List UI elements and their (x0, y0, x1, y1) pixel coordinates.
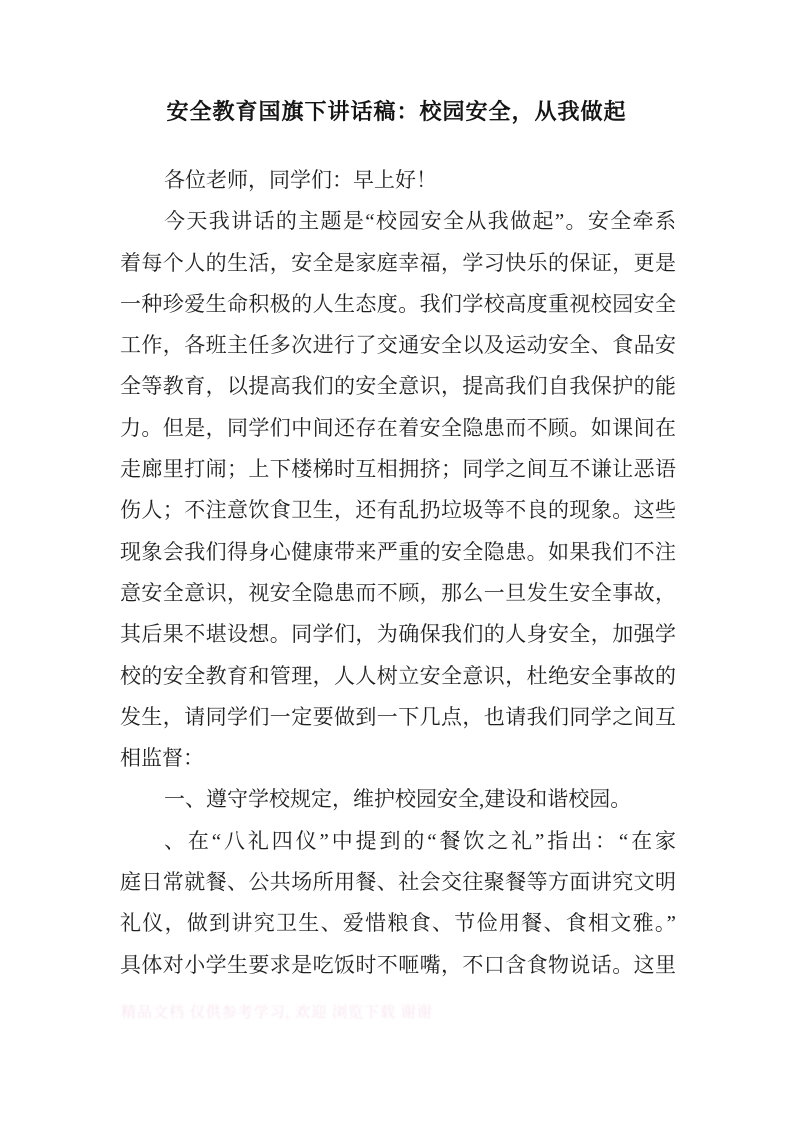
text-line: 伤人；不注意饮食卫生，还有乱扔垃圾等不良的现象。这些 (120, 498, 676, 523)
text-line: 相监督： (120, 746, 204, 771)
text-line: 校的安全教育和管理，人人树立安全意识，杜绝安全事故的 (120, 663, 676, 688)
text-line: 今天我讲话的主题是“校园安全从我做起”。安全牵系 (164, 209, 676, 234)
document-title: 安全教育国旗下讲话稿：校园安全，从我做起 (166, 99, 627, 124)
text-line: 具体对小学生要求是吃饭时不咂嘴，不口含食物说话。这里 (120, 952, 676, 977)
text-line: 一种珍爱生命积极的人生态度。我们学校高度重视校园安全 (120, 291, 676, 316)
document-body (120, 160, 676, 986)
text-line: 、在“八礼四仪”中提到的“餐饮之礼”指出：“在家 (164, 828, 676, 853)
text-line: 庭日常就餐、公共场所用餐、社会交往聚餐等方面讲究文明 (120, 870, 676, 895)
text-line: 礼仪，做到讲究卫生、爱惜粮食、节俭用餐、食相文雅。” (120, 911, 676, 936)
text-line: 现象会我们得身心健康带来严重的安全隐患。如果我们不注 (120, 539, 676, 564)
text-line: 工作，各班主任多次进行了交通安全以及运动安全、食品安 (120, 333, 676, 358)
text-line: 全等教育，以提高我们的安全意识，提高我们自我保护的能 (120, 374, 676, 399)
text-line: 一、遵守学校规定，维护校园安全,建设和谐校园。 (164, 787, 632, 812)
text-line: 发生，请同学们一定要做到一下几点，也请我们同学之间互 (120, 704, 676, 729)
text-line: 各位老师，同学们：早上好！ (164, 168, 437, 192)
text-line: 力。但是，同学们中间还存在着安全隐患而不顾。如课间在 (120, 415, 676, 440)
text-line: 其后果不堪设想。同学们，为确保我们的人身安全，加强学 (120, 622, 676, 647)
text-line: 意安全意识，视安全隐患而不顾，那么一旦发生安全事故， (120, 580, 676, 605)
text-line: 着每个人的生活，安全是家庭幸福，学习快乐的保证，更是 (120, 250, 676, 275)
watermark-text: 精品文档 仅供参考学习, 欢迎 浏览下载 谢谢 (121, 1005, 433, 1021)
text-line: 走廊里打闹；上下楼梯时互相拥挤；同学之间互不谦让恶语 (120, 457, 676, 482)
